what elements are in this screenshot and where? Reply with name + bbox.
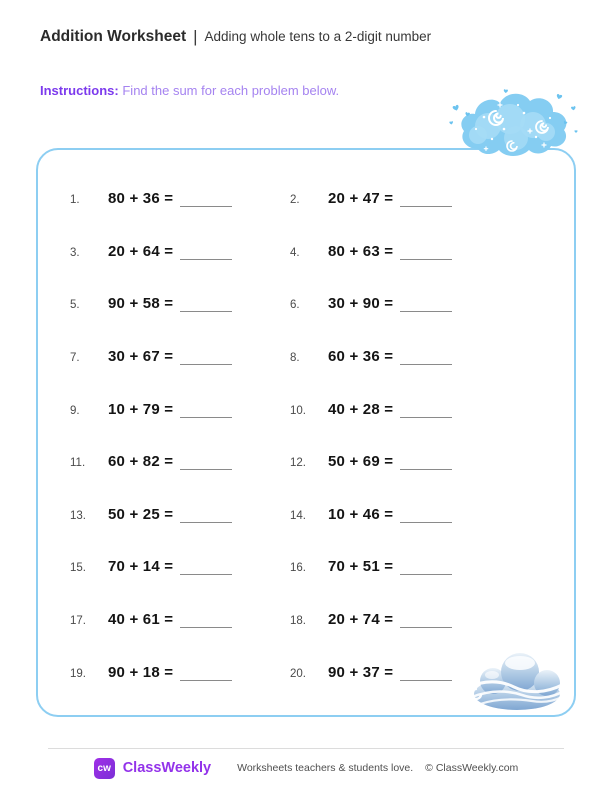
footer-tagline: Worksheets teachers & students love. <box>237 762 414 774</box>
problem-item <box>290 190 576 208</box>
answer-blank <box>400 404 452 418</box>
answer-blank <box>400 456 452 470</box>
worksheet-subtitle: Adding whole tens to a 2-digit number <box>204 29 432 44</box>
problem-expression: 20 + 74 = <box>328 611 394 629</box>
problems-grid <box>36 148 576 717</box>
problem-item <box>70 611 290 629</box>
sparkle-cloud-with-hearts-icon <box>446 85 580 165</box>
problem-item <box>290 453 576 471</box>
problem-number: 6. <box>290 299 300 312</box>
problem-expression: 70 + 14 = <box>108 558 174 576</box>
problem-item <box>290 611 576 629</box>
problem-expression: 40 + 28 = <box>328 400 394 418</box>
worksheet-title: Addition Worksheet <box>40 28 187 45</box>
problem-item <box>70 295 290 313</box>
problem-expression: 30 + 90 = <box>328 295 394 313</box>
problem-item <box>290 348 576 366</box>
footer-divider <box>48 748 564 749</box>
problem-number: 3. <box>70 246 80 259</box>
problem-number: 18. <box>290 615 306 628</box>
problem-item <box>290 401 576 419</box>
answer-blank <box>180 193 232 207</box>
problem-number: 8. <box>290 352 300 365</box>
problem-expression: 80 + 36 = <box>108 190 174 208</box>
problem-expression: 20 + 47 = <box>328 190 394 208</box>
problem-number: 11. <box>70 457 86 470</box>
problem-number: 1. <box>70 194 80 207</box>
answer-blank <box>400 667 452 681</box>
problem-expression: 80 + 63 = <box>328 242 394 260</box>
problem-item <box>70 664 290 682</box>
answer-blank <box>180 246 232 260</box>
problem-number: 16. <box>290 562 306 575</box>
problem-expression: 10 + 46 = <box>328 505 394 523</box>
answer-blank <box>400 193 452 207</box>
answer-blank <box>180 404 232 418</box>
problem-number: 4. <box>290 246 300 259</box>
problem-expression: 60 + 36 = <box>328 348 394 366</box>
problem-item <box>70 190 290 208</box>
problem-number: 10. <box>290 404 306 417</box>
instructions-line <box>40 83 339 98</box>
problem-number: 9. <box>70 404 80 417</box>
answer-blank <box>180 614 232 628</box>
classweekly-logo-icon: cw <box>94 758 115 779</box>
answer-blank <box>400 561 452 575</box>
answer-blank <box>400 351 452 365</box>
footer-copyright: © ClassWeekly.com <box>425 762 519 774</box>
problem-expression: 10 + 79 = <box>108 400 174 418</box>
problem-item <box>290 243 576 261</box>
problem-expression: 90 + 58 = <box>108 295 174 313</box>
problem-number: 5. <box>70 299 80 312</box>
problem-item <box>70 558 290 576</box>
problem-item <box>290 506 576 524</box>
problem-number: 15. <box>70 562 86 575</box>
answer-blank <box>400 298 452 312</box>
problem-item <box>70 506 290 524</box>
problem-expression: 90 + 37 = <box>328 663 394 681</box>
answer-blank <box>180 509 232 523</box>
instructions-label: Instructions: <box>40 83 119 98</box>
problem-item <box>70 453 290 471</box>
problem-expression: 70 + 51 = <box>328 558 394 576</box>
problem-number: 13. <box>70 509 86 522</box>
problem-number: 7. <box>70 352 80 365</box>
answer-blank <box>400 614 452 628</box>
title-separator: | <box>193 27 198 46</box>
problem-number: 19. <box>70 667 86 680</box>
answer-blank <box>400 246 452 260</box>
problem-expression: 90 + 18 = <box>108 663 174 681</box>
answer-blank <box>180 351 232 365</box>
problem-number: 20. <box>290 667 306 680</box>
answer-blank <box>180 456 232 470</box>
problem-number: 2. <box>290 194 300 207</box>
problem-expression: 50 + 69 = <box>328 453 394 471</box>
problem-expression: 30 + 67 = <box>108 348 174 366</box>
problem-item <box>70 401 290 419</box>
instructions-text: Find the sum for each problem below. <box>122 83 340 98</box>
problem-expression: 50 + 25 = <box>108 505 174 523</box>
problem-number: 12. <box>290 457 306 470</box>
footer <box>0 754 612 782</box>
problem-expression: 60 + 82 = <box>108 453 174 471</box>
answer-blank <box>180 561 232 575</box>
brand-name: ClassWeekly <box>122 760 212 776</box>
problem-expression: 40 + 61 = <box>108 611 174 629</box>
answer-blank <box>400 509 452 523</box>
problem-item <box>290 558 576 576</box>
problem-number: 14. <box>290 509 306 522</box>
problem-number: 17. <box>70 615 86 628</box>
problem-item <box>70 348 290 366</box>
answer-blank <box>180 298 232 312</box>
page-header <box>40 27 431 47</box>
problem-item <box>290 295 576 313</box>
answer-blank <box>180 667 232 681</box>
problem-item <box>70 243 290 261</box>
glossy-cloud-with-wind-icon <box>460 644 572 716</box>
problem-expression: 20 + 64 = <box>108 242 174 260</box>
